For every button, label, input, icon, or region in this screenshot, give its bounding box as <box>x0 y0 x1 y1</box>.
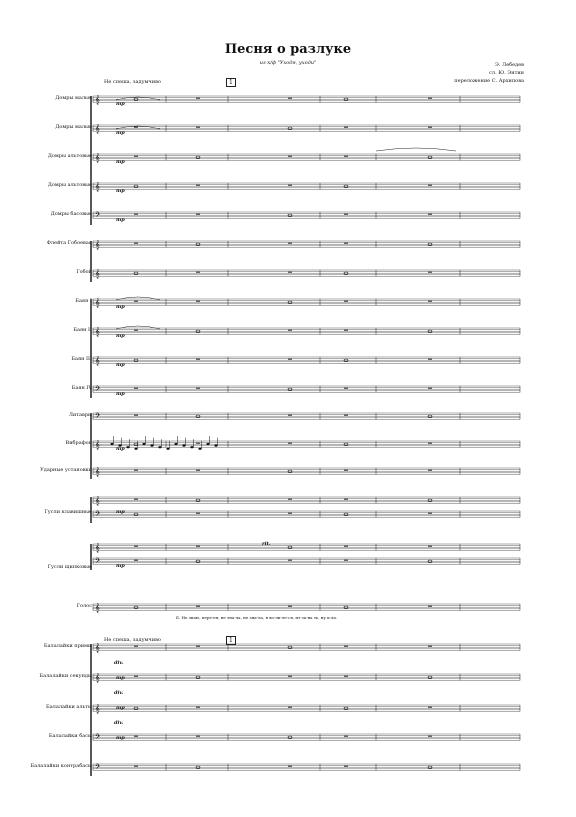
clef-icon: 𝄢 <box>95 733 101 742</box>
whole-rest <box>134 214 138 215</box>
note-head <box>198 448 201 450</box>
whole-rest <box>196 214 200 215</box>
whole-rest <box>196 98 200 99</box>
whole-rest <box>344 415 348 416</box>
dynamic-mark: mp <box>116 333 125 339</box>
whole-rest <box>288 766 292 767</box>
whole-rest <box>428 214 432 215</box>
whole-rest <box>134 388 138 389</box>
label-drum-kit: Ударные установки <box>40 467 92 473</box>
clef-icon: 𝄞 <box>95 543 100 552</box>
whole-rest <box>344 330 348 331</box>
div-mark: div. <box>114 660 124 666</box>
whole-rest <box>134 301 138 302</box>
whole-rest <box>288 676 292 677</box>
label-balalaika-alto: Балалайки альты <box>46 704 92 710</box>
whole-rest <box>344 470 348 471</box>
whole-rest <box>288 560 292 561</box>
whole-rest <box>288 98 292 99</box>
whole-rest <box>428 359 432 360</box>
whole-rest <box>288 443 292 444</box>
rit-mark: rit. <box>262 541 271 547</box>
div-mark: div. <box>114 720 124 726</box>
whole-rest <box>288 707 292 708</box>
clef-icon: 𝄞 <box>95 298 100 307</box>
dynamic-mark: mp <box>116 705 125 711</box>
whole-rest <box>134 546 138 547</box>
clef-icon: 𝄢 <box>95 557 101 566</box>
whole-rest <box>344 546 348 547</box>
label-bayan-1: Баян I <box>75 298 92 304</box>
dynamic-mark: mp <box>116 217 125 223</box>
label-balalaika-secunda: Балалайки секунды <box>39 673 92 679</box>
clef-icon: 𝄞 <box>95 182 100 191</box>
whole-rest <box>428 736 432 737</box>
whole-rest <box>134 766 138 767</box>
clef-icon: 𝄞 <box>95 95 100 104</box>
whole-rest <box>134 156 138 157</box>
whole-rest <box>428 646 432 647</box>
clef-icon: 𝄞 <box>95 240 100 249</box>
whole-rest <box>196 470 200 471</box>
whole-rest <box>196 127 200 128</box>
whole-rest <box>134 243 138 244</box>
voice-lyrics: Б. Не знаю, пере-ен, не зна-ла, не зна-ла, я во-ли-ле-ся, из-за-на ть, ну к-ла. <box>176 615 338 620</box>
note-head <box>158 446 161 448</box>
label-bayan-3: Баян III <box>71 356 92 362</box>
label-bayan-2: Баян II <box>73 327 92 333</box>
whole-rest <box>288 359 292 360</box>
label-voice: Голос <box>76 603 92 609</box>
clef-icon: 𝄞 <box>95 673 100 682</box>
label-balalaika-bass: Балалайки басы <box>48 733 92 739</box>
composer-credit: Э. Лебедев <box>495 62 524 68</box>
whole-rest <box>344 156 348 157</box>
whole-rest <box>428 98 432 99</box>
whole-rest <box>428 388 432 389</box>
whole-rest <box>288 185 292 186</box>
note-head <box>150 445 153 447</box>
clef-icon: 𝄢 <box>95 385 101 394</box>
dynamic-mark: mp <box>116 735 125 741</box>
clef-icon: 𝄞 <box>95 603 100 612</box>
label-balalaika-prima: Балалайки примы <box>43 643 92 649</box>
dynamic-mark: mp <box>116 159 125 165</box>
tempo-marking-lower: Не спеша, задумчиво <box>104 637 161 643</box>
lyricist-credit: сл. Ю. Энтин <box>489 70 524 76</box>
dynamic-mark: mp <box>116 188 125 194</box>
dynamic-mark: mp <box>116 101 125 107</box>
whole-rest <box>288 243 292 244</box>
whole-rest <box>288 606 292 607</box>
whole-rest <box>196 185 200 186</box>
page-subtitle: из к/ф "Уходя, уходи" <box>259 60 317 66</box>
whole-rest <box>196 736 200 737</box>
clef-icon: 𝄞 <box>95 643 100 652</box>
label-balalaika-contrabass: Балалайки контрабасы <box>30 763 92 769</box>
dynamic-mark: mp <box>116 304 125 310</box>
whole-rest <box>196 359 200 360</box>
whole-rest <box>196 546 200 547</box>
label-bayan-4: Баян IV <box>71 385 92 391</box>
rehearsal-mark-lower: 1 <box>226 636 236 645</box>
whole-rest <box>344 301 348 302</box>
dynamic-mark: mp <box>116 362 125 368</box>
note-head <box>174 443 177 445</box>
dynamic-mark: mp <box>116 446 125 452</box>
slur <box>376 148 456 151</box>
label-plucked-gusli: Гусли щипковые <box>47 564 92 570</box>
whole-rest <box>344 127 348 128</box>
label-vibraphone: Вибрафон <box>65 440 92 446</box>
whole-rest <box>134 646 138 647</box>
whole-rest <box>196 513 200 514</box>
clef-icon: 𝄞 <box>95 704 100 713</box>
label-domra-alto-2: Домры альтовые <box>47 182 92 188</box>
whole-rest <box>344 499 348 500</box>
label-domra-alto-1: Домры альтовые <box>47 153 92 159</box>
dynamic-mark: mp <box>116 563 125 569</box>
dynamic-mark: mp <box>116 391 125 397</box>
clef-icon: 𝄢 <box>95 510 101 519</box>
rehearsal-mark: 1 <box>226 78 236 87</box>
whole-rest <box>196 301 200 302</box>
page-title: Песня о разлуке <box>224 42 352 57</box>
note-head <box>206 443 209 445</box>
whole-rest <box>288 499 292 500</box>
whole-rest <box>196 707 200 708</box>
whole-rest <box>196 606 200 607</box>
clef-icon: 𝄞 <box>95 496 100 505</box>
whole-rest <box>196 443 200 444</box>
clef-icon: 𝄞 <box>95 124 100 133</box>
whole-rest <box>288 513 292 514</box>
whole-rest <box>344 646 348 647</box>
clef-icon: 𝄞 <box>95 467 100 476</box>
whole-rest <box>428 272 432 273</box>
note-head <box>110 443 113 445</box>
label-domra-small-1: Домры малые <box>55 95 92 101</box>
whole-rest <box>428 443 432 444</box>
whole-rest <box>196 388 200 389</box>
whole-rest <box>428 513 432 514</box>
whole-rest <box>428 185 432 186</box>
note-head <box>134 448 137 450</box>
label-domra-small-2: Домры малые <box>55 124 92 130</box>
label-keyboard-gusli: Гусли клавишные <box>44 509 92 515</box>
slur <box>116 297 160 300</box>
whole-rest <box>134 470 138 471</box>
whole-rest <box>344 560 348 561</box>
arranger-credit: переложение С. Архипова <box>454 78 524 84</box>
note-head <box>182 445 185 447</box>
whole-rest <box>134 560 138 561</box>
clef-icon: 𝄞 <box>95 153 100 162</box>
whole-rest <box>344 214 348 215</box>
slur <box>116 326 160 329</box>
tempo-marking: Не спеша, задумчиво <box>104 79 161 85</box>
whole-rest <box>428 470 432 471</box>
whole-rest <box>288 330 292 331</box>
whole-rest <box>134 415 138 416</box>
whole-rest <box>134 676 138 677</box>
whole-rest <box>288 415 292 416</box>
clef-icon: 𝄞 <box>95 356 100 365</box>
div-mark: div. <box>114 690 124 696</box>
whole-rest <box>428 301 432 302</box>
whole-rest <box>134 499 138 500</box>
clef-icon: 𝄞 <box>95 327 100 336</box>
whole-rest <box>344 736 348 737</box>
clef-icon: 𝄢 <box>95 412 101 421</box>
whole-rest <box>288 272 292 273</box>
whole-rest <box>428 127 432 128</box>
clef-icon: 𝄞 <box>95 269 100 278</box>
clef-icon: 𝄢 <box>95 763 101 772</box>
clef-icon: 𝄞 <box>95 440 100 449</box>
label-domra-bass: Домры басовые <box>50 211 92 217</box>
note-head <box>126 446 129 448</box>
note-head <box>190 446 193 448</box>
whole-rest <box>344 243 348 244</box>
dynamic-mark: mp <box>116 509 125 515</box>
whole-rest <box>196 272 200 273</box>
whole-rest <box>344 676 348 677</box>
note-head <box>142 443 145 445</box>
note-head <box>166 448 169 450</box>
whole-rest <box>288 156 292 157</box>
dynamic-mark: mp <box>116 130 125 136</box>
whole-rest <box>428 606 432 607</box>
whole-rest <box>196 646 200 647</box>
whole-rest <box>134 330 138 331</box>
whole-rest <box>428 546 432 547</box>
label-timpani: Литавры <box>68 412 92 418</box>
whole-rest <box>344 766 348 767</box>
clef-icon: 𝄢 <box>95 211 101 220</box>
label-flute: Флейта Гобоевая <box>46 240 92 246</box>
whole-rest <box>134 736 138 737</box>
label-oboe: Гобой <box>76 269 92 275</box>
whole-rest <box>344 388 348 389</box>
whole-rest <box>134 127 138 128</box>
whole-rest <box>428 707 432 708</box>
note-head <box>214 445 217 447</box>
dynamic-mark: mp <box>116 675 125 681</box>
